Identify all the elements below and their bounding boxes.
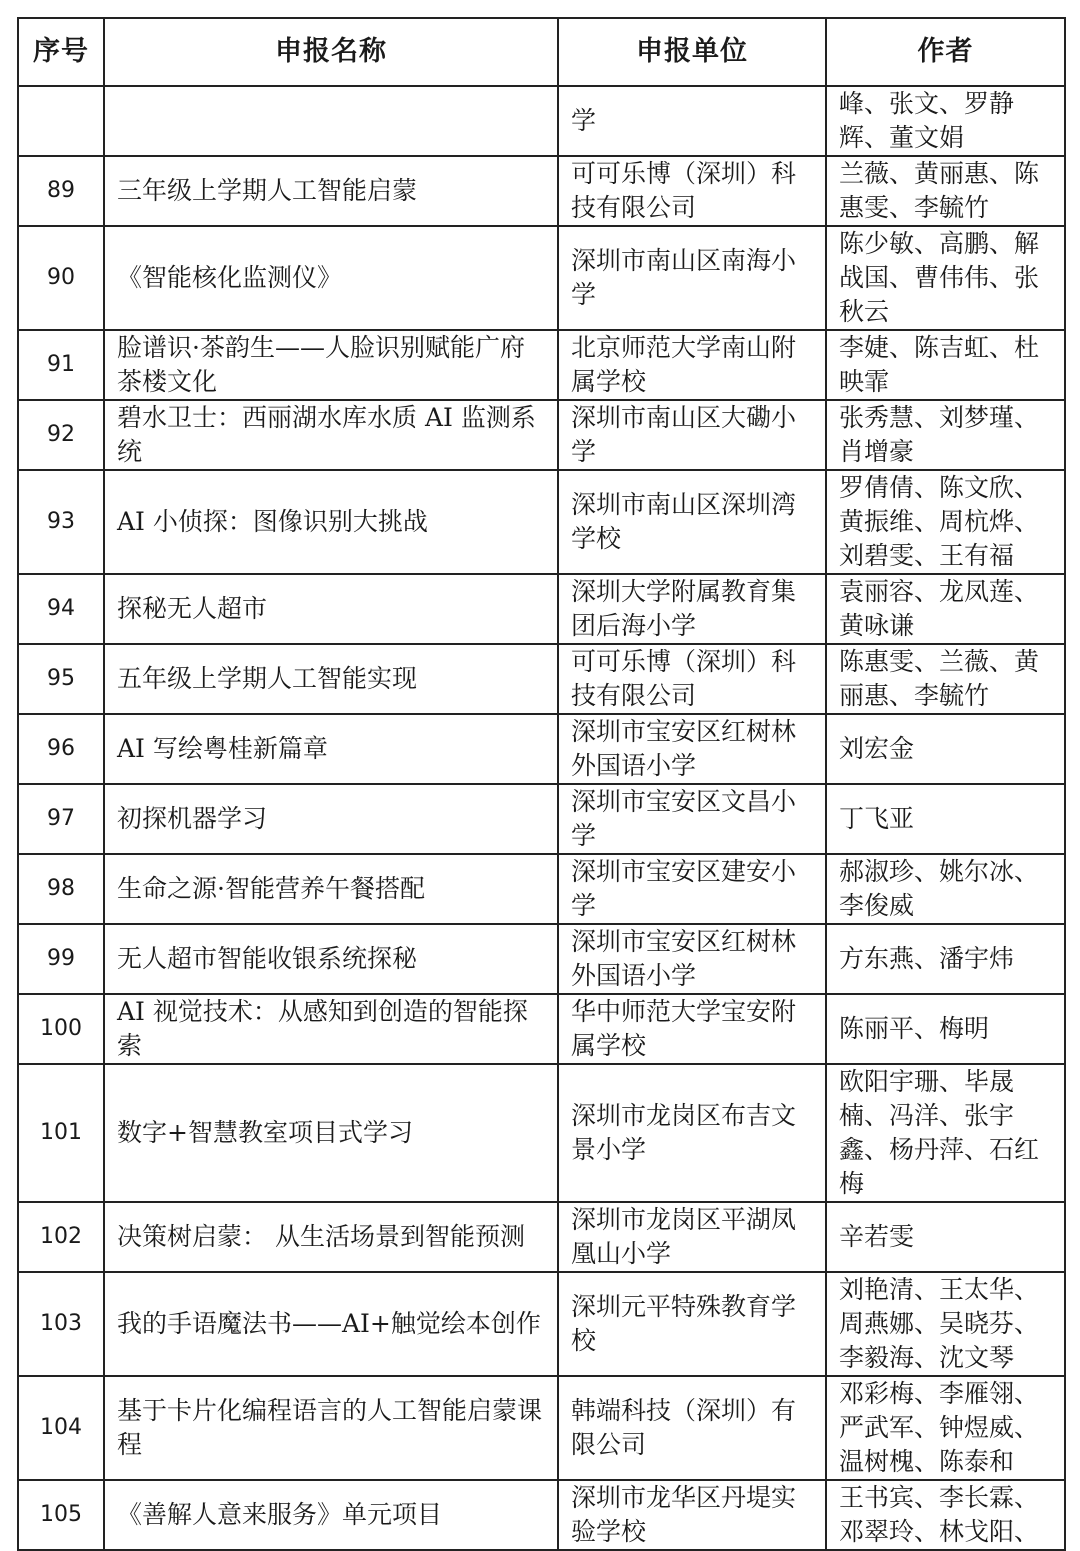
cell-authors: 陈丽平、梅明 [826, 994, 1065, 1064]
cell-no: 96 [18, 714, 104, 784]
cell-unit: 华中师范大学宝安附属学校 [558, 994, 826, 1064]
cell-authors: 张秀慧、刘梦瑾、肖增豪 [826, 400, 1065, 470]
cell-authors: 罗倩倩、陈文欣、黄振维、周杭烨、刘碧雯、王有福 [826, 470, 1065, 574]
cell-authors: 峰、张文、罗静辉、董文娟 [826, 86, 1065, 156]
header-no: 序号 [18, 18, 104, 86]
cell-unit: 深圳市宝安区文昌小学 [558, 784, 826, 854]
table-row [18, 86, 1065, 156]
cell-name: 无人超市智能收银系统探秘 [104, 924, 558, 994]
cell-authors: 辛若雯 [826, 1202, 1065, 1272]
cell-name [104, 86, 558, 156]
cell-unit: 深圳市宝安区建安小学 [558, 854, 826, 924]
cell-authors: 刘艳清、王太华、周燕娜、吴晓芬、李毅海、沈文琴 [826, 1272, 1065, 1376]
cell-name: 数字+智慧教室项目式学习 [104, 1064, 558, 1202]
cell-no: 97 [18, 784, 104, 854]
cell-no: 98 [18, 854, 104, 924]
cell-authors: 邓彩梅、李雁翎、严武军、钟煜威、温树槐、陈泰和 [826, 1376, 1065, 1480]
header-unit: 申报单位 [558, 18, 826, 86]
cell-name: 《善解人意来服务》单元项目 [104, 1480, 558, 1550]
cell-name: 基于卡片化编程语言的人工智能启蒙课程 [104, 1376, 558, 1480]
cell-unit: 深圳市龙岗区平湖凤凰山小学 [558, 1202, 826, 1272]
cell-no: 105 [18, 1480, 104, 1550]
cell-name: 我的手语魔法书——AI+触觉绘本创作 [104, 1272, 558, 1376]
cell-unit: 深圳市龙岗区布吉文景小学 [558, 1064, 826, 1202]
cell-unit: 韩端科技（深圳）有限公司 [558, 1376, 826, 1480]
cell-unit: 深圳市南山区大磡小学 [558, 400, 826, 470]
cell-name: 初探机器学习 [104, 784, 558, 854]
header-name: 申报名称 [104, 18, 558, 86]
cell-name: 决策树启蒙： 从生活场景到智能预测 [104, 1202, 558, 1272]
cell-no: 99 [18, 924, 104, 994]
cell-name: 三年级上学期人工智能启蒙 [104, 156, 558, 226]
cell-unit: 深圳市宝安区红树林外国语小学 [558, 924, 826, 994]
cell-authors: 郝淑珍、姚尔冰、李俊威 [826, 854, 1065, 924]
cell-unit: 可可乐博（深圳）科技有限公司 [558, 156, 826, 226]
cell-no: 104 [18, 1376, 104, 1480]
cell-no: 102 [18, 1202, 104, 1272]
cell-name: AI 视觉技术：从感知到创造的智能探索 [104, 994, 558, 1064]
table-row [18, 784, 1065, 854]
table-row [18, 400, 1065, 470]
cell-authors: 王书宾、李长霖、邓翠玲、林戈阳、 [826, 1480, 1065, 1550]
cell-name: AI 小侦探：图像识别大挑战 [104, 470, 558, 574]
cell-unit: 深圳市南山区南海小学 [558, 226, 826, 330]
cell-no: 94 [18, 574, 104, 644]
table-row [18, 470, 1065, 574]
table-row [18, 156, 1065, 226]
table-row [18, 994, 1065, 1064]
table-row [18, 644, 1065, 714]
table-row [18, 330, 1065, 400]
header-row [18, 18, 1065, 86]
table-row [18, 1064, 1065, 1202]
table-row [18, 714, 1065, 784]
cell-unit: 可可乐博（深圳）科技有限公司 [558, 644, 826, 714]
table-row [18, 854, 1065, 924]
cell-no: 103 [18, 1272, 104, 1376]
cell-name: 《智能核化监测仪》 [104, 226, 558, 330]
cell-name: 五年级上学期人工智能实现 [104, 644, 558, 714]
cell-authors: 陈少敏、高鹏、解战国、曹伟伟、张秋云 [826, 226, 1065, 330]
cell-no: 101 [18, 1064, 104, 1202]
table-row [18, 1202, 1065, 1272]
cell-authors: 丁飞亚 [826, 784, 1065, 854]
awards-table [17, 17, 1066, 1551]
cell-no: 91 [18, 330, 104, 400]
cell-no: 90 [18, 226, 104, 330]
cell-name: 生命之源·智能营养午餐搭配 [104, 854, 558, 924]
table-row [18, 924, 1065, 994]
table-row [18, 226, 1065, 330]
cell-unit: 学 [558, 86, 826, 156]
cell-unit: 深圳市宝安区红树林外国语小学 [558, 714, 826, 784]
cell-unit: 北京师范大学南山附属学校 [558, 330, 826, 400]
cell-unit: 深圳元平特殊教育学校 [558, 1272, 826, 1376]
cell-name: 脸谱识·茶韵生——人脸识别赋能广府茶楼文化 [104, 330, 558, 400]
cell-unit: 深圳大学附属教育集团后海小学 [558, 574, 826, 644]
cell-no [18, 86, 104, 156]
cell-authors: 方东燕、潘宇炜 [826, 924, 1065, 994]
cell-authors: 李婕、陈吉虹、杜映霏 [826, 330, 1065, 400]
table-row [18, 1480, 1065, 1550]
cell-no: 89 [18, 156, 104, 226]
cell-name: 碧水卫士：西丽湖水库水质 AI 监测系统 [104, 400, 558, 470]
cell-no: 92 [18, 400, 104, 470]
header-authors: 作者 [826, 18, 1065, 86]
cell-no: 93 [18, 470, 104, 574]
cell-authors: 陈惠雯、兰薇、黄丽惠、李毓竹 [826, 644, 1065, 714]
cell-authors: 兰薇、黄丽惠、陈惠雯、李毓竹 [826, 156, 1065, 226]
table-row [18, 574, 1065, 644]
table-row [18, 1376, 1065, 1480]
cell-authors: 刘宏金 [826, 714, 1065, 784]
cell-name: 探秘无人超市 [104, 574, 558, 644]
cell-unit: 深圳市南山区深圳湾学校 [558, 470, 826, 574]
cell-authors: 袁丽容、龙凤莲、黄咏谦 [826, 574, 1065, 644]
table-row [18, 1272, 1065, 1376]
cell-no: 95 [18, 644, 104, 714]
cell-authors: 欧阳宇珊、毕晟楠、冯洋、张宇鑫、杨丹萍、石红梅 [826, 1064, 1065, 1202]
cell-no: 100 [18, 994, 104, 1064]
cell-name: AI 写绘粤桂新篇章 [104, 714, 558, 784]
cell-unit: 深圳市龙华区丹堤实验学校 [558, 1480, 826, 1550]
